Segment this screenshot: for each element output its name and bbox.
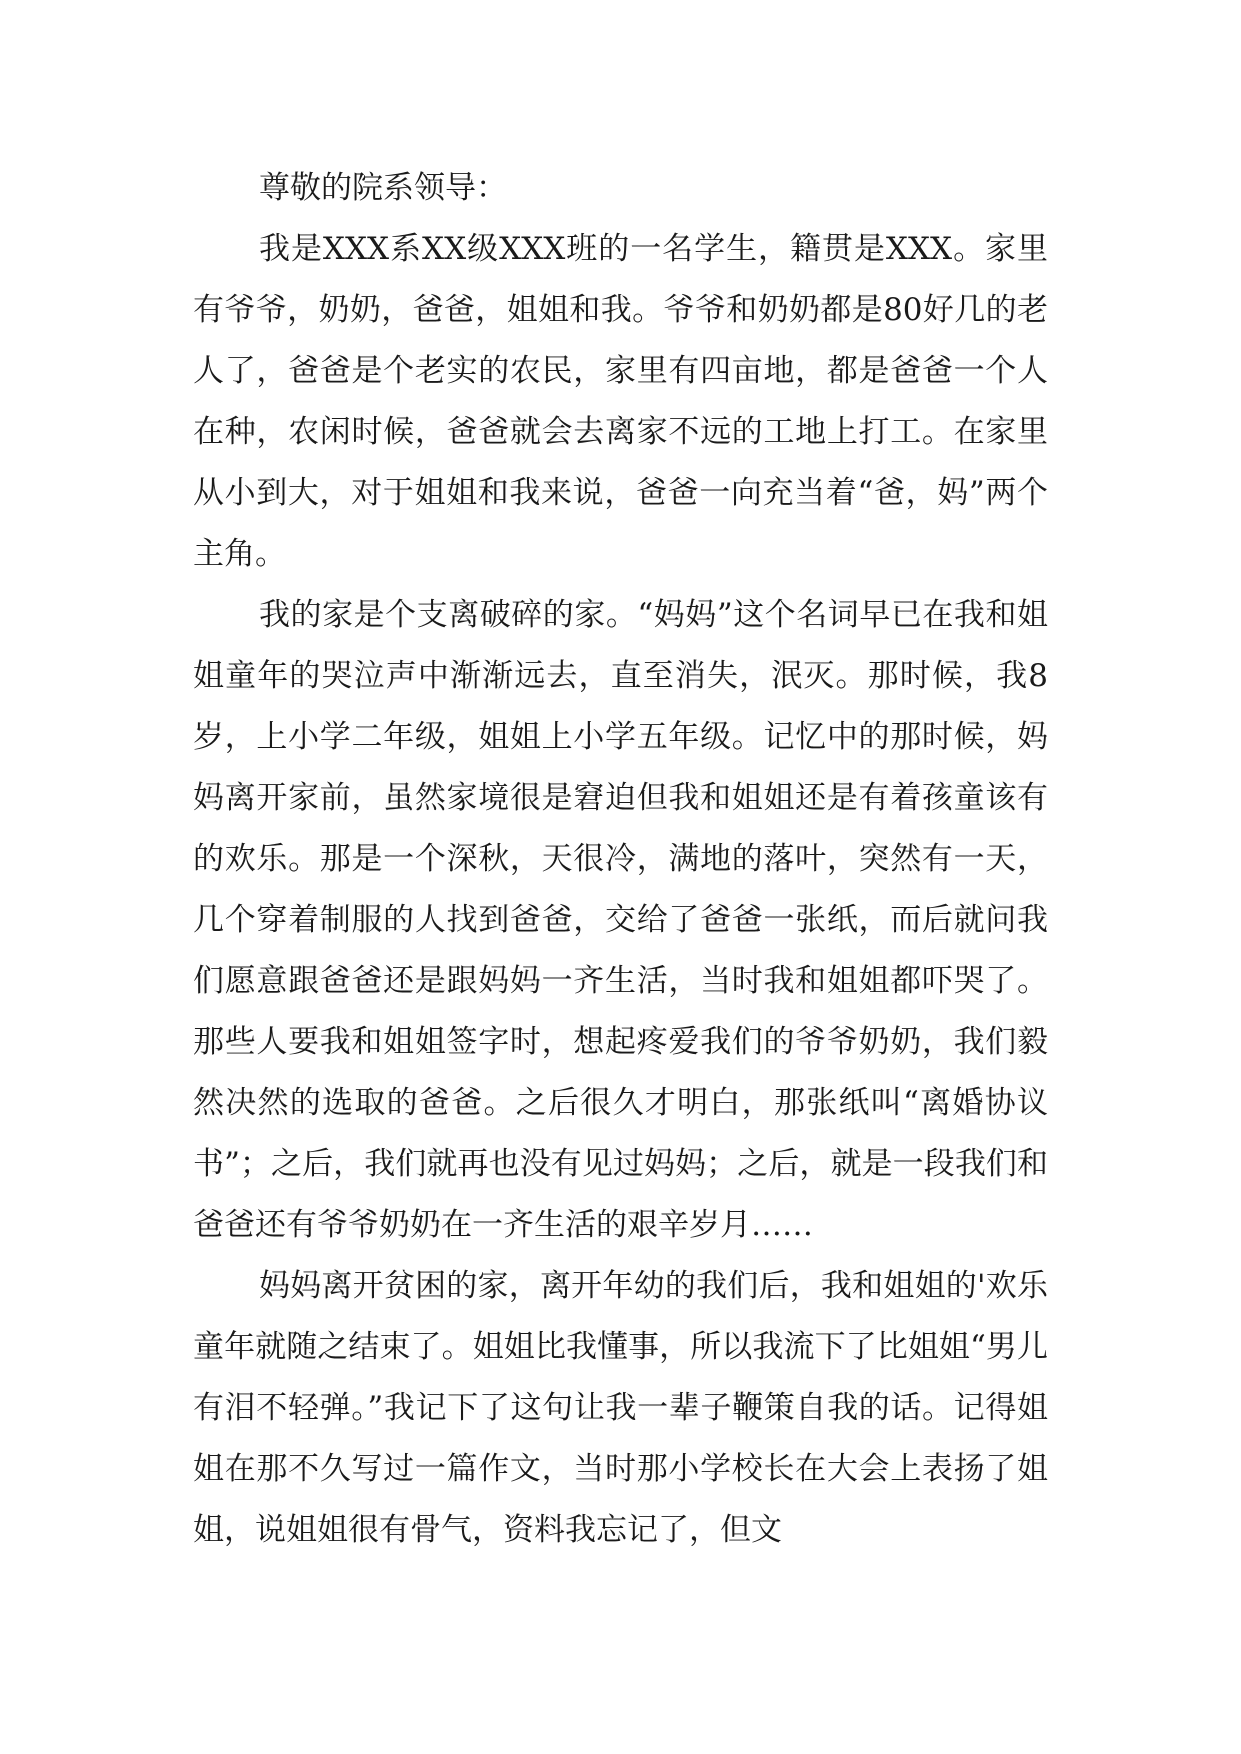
- letter-body: [193, 158, 1048, 1561]
- paragraph-broken-family: 我的家是个支离破碎的家。“妈妈”这个名词早已在我和姐姐童年的哭泣声中渐渐远去，直至消失，泯灭。那时候，我8岁，上小学二年级，姐姐上小学五年级。记忆中的那时候，妈妈离开家前，虽然家境很是窘迫但我和姐姐还是有着孩童该有的欢乐。那是一个深秋，天很冷，满地的落叶，突然有一天，几个穿着制服的人找到爸爸，交给了爸爸一张纸，而后就问我们愿意跟爸爸还是跟妈妈一齐生活，当时我和姐姐都吓哭了。那些人要我和姐姐签字时，想起疼爱我们的爷爷奶奶，我们毅然决然的选取的爸爸。之后很久才明白，那张纸叫“离婚协议书”；之后，我们就再也没有见过妈妈；之后，就是一段我们和爸爸还有爷爷奶奶在一齐生活的艰辛岁月……: [193, 597, 1048, 1243]
- salutation: 尊敬的院系领导：: [259, 170, 507, 206]
- paragraph-family-background: 我是XXX系XX级XXX班的一名学生，籍贯是XXX。家里有爷爷，奶奶，爸爸，姐姐和我。爷爷和奶奶都是80好几的老人了，爸爸是个老实的农民，家里有四亩地，都是爸爸一个人在种，农闲时候，爸爸就会去离家不远的工地上打工。在家里从小到大，对于姐姐和我来说，爸爸一向充当着“爸，妈”两个主角。: [193, 231, 1048, 572]
- paragraph-after-mother-left: 妈妈离开贫困的家，离开年幼的我们后，我和姐姐的'欢乐童年就随之结束了。姐姐比我懂事，所以我流下了比姐姐“男儿有泪不轻弹。”我记下了这句让我一辈子鞭策自我的话。记得姐姐在那不久写过一篇作文，当时那小学校长在大会上表扬了姐姐，说姐姐很有骨气，资料我忘记了，但文: [193, 1268, 1048, 1548]
